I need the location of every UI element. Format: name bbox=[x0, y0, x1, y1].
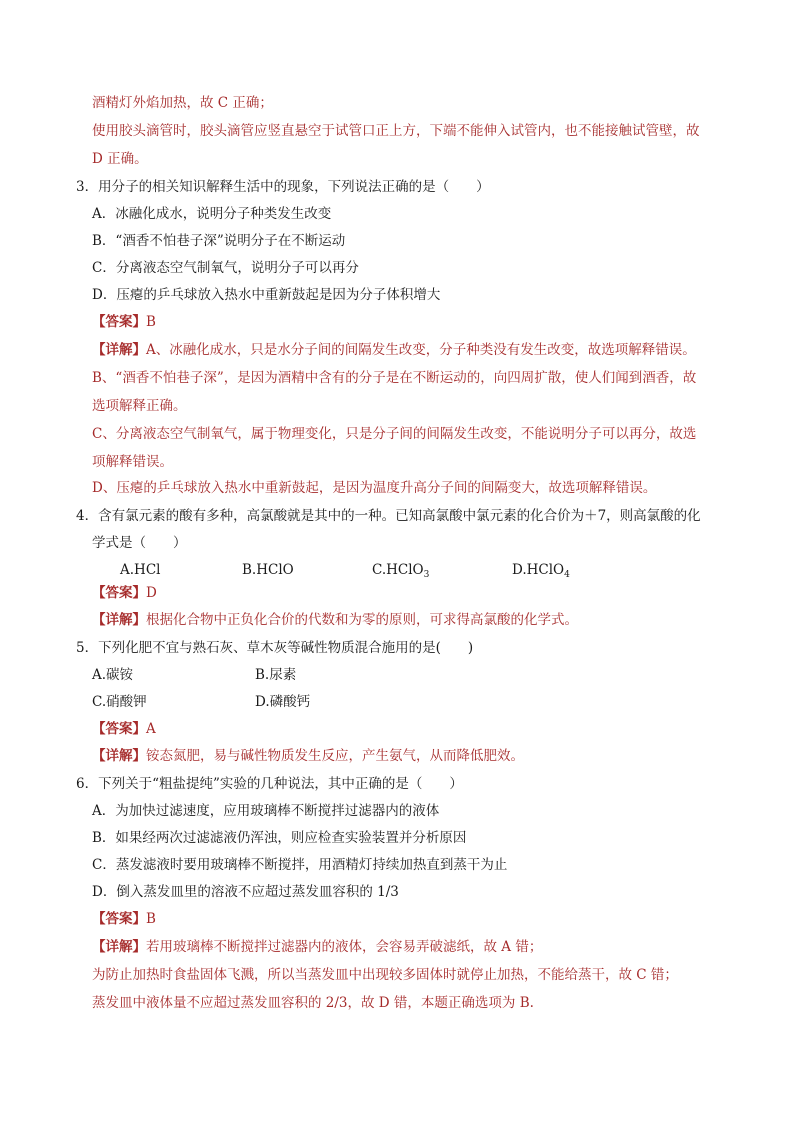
question-4-stem: 学式是（ ） bbox=[92, 535, 187, 551]
question-3-option-b: B．“酒香不怕巷子深”说明分子在不断运动 bbox=[92, 233, 346, 249]
question-3-option-d: D．压瘪的乒乓球放入热水中重新鼓起是因为分子体积增大 bbox=[92, 287, 441, 303]
question-5-stem: 5．下列化肥不宜与熟石灰、草木灰等碱性物质混合施用的是( ) bbox=[76, 640, 474, 656]
question-4-answer bbox=[92, 583, 157, 603]
question-6-answer bbox=[92, 909, 156, 929]
question-5-option-d: D.磷酸钙 bbox=[255, 694, 311, 710]
question-3-option-a: A．冰融化成水，说明分子种类发生改变 bbox=[92, 206, 332, 222]
question-6-explain-line: 为防止加热时食盐固体飞溅，所以当蒸发皿中出现较多固体时就停止加热，不能给蒸干，故 C 错； bbox=[92, 967, 678, 983]
question-6-stem: 6．下列关于“粗盐提纯”实验的几种说法，其中正确的是（ ） bbox=[76, 776, 463, 792]
question-5-option-b: B.尿素 bbox=[255, 667, 297, 683]
question-6-explain-line: 蒸发皿中液体量不应超过蒸发皿容积的 2/3，故 D 错，本题正确选项为 B. bbox=[92, 995, 534, 1011]
question-4-option-a: A.HCl bbox=[120, 562, 161, 578]
answer-label: 【答案】 bbox=[92, 314, 146, 330]
prev-explain-line: D 正确。 bbox=[92, 151, 148, 167]
question-6-option-d: D．倒入蒸发皿里的溶液不应超过蒸发皿容积的 1/3 bbox=[92, 884, 399, 900]
question-3-stem: 3．用分子的相关知识解释生活中的现象，下列说法正确的是（ ） bbox=[76, 179, 490, 195]
explain-label: 【详解】 bbox=[92, 612, 146, 628]
question-3-explain-line: 项解释错误。 bbox=[92, 454, 173, 470]
question-4-option-c: C.HClO$_3$ bbox=[372, 562, 430, 580]
answer-value: D bbox=[146, 585, 157, 601]
question-3-explain-line: 选项解释正确。 bbox=[92, 398, 187, 414]
prev-explain-line: 酒精灯外焰加热，故 C 正确； bbox=[92, 95, 273, 111]
question-6-option-b: B．如果经两次过滤滤液仍浑浊，则应检查实验装置并分析原因 bbox=[92, 830, 467, 846]
explain-label: 【详解】 bbox=[92, 342, 146, 358]
prev-explain-line: 使用胶头滴管时，胶头滴管应竖直悬空于试管口正上方，下端不能伸入试管内，也不能接触试管壁，故 bbox=[92, 123, 700, 139]
answer-label: 【答案】 bbox=[92, 721, 146, 737]
answer-label: 【答案】 bbox=[92, 911, 146, 927]
question-5-option-c: C.硝酸钾 bbox=[92, 694, 147, 710]
question-3-explain-line: B、“酒香不怕巷子深”，是因为酒精中含有的分子是在不断运动的，向四周扩散，使人们闻到酒香，故 bbox=[92, 370, 697, 386]
answer-value: B bbox=[146, 314, 156, 330]
question-4-explain-line: 【详解】根据化合物中正负化合价的代数和为零的原则，可求得高氯酸的化学式。 bbox=[92, 612, 578, 628]
question-3-explain-line: D、压瘪的乒乓球放入热水中重新鼓起，是因为温度升高分子间的间隔变大，故选项解释错误。 bbox=[92, 480, 657, 496]
question-5-option-a: A.碳铵 bbox=[92, 667, 134, 683]
question-3-option-c: C．分离液态空气制氧气，说明分子可以再分 bbox=[92, 260, 359, 276]
question-3-explain-line: C、分离液态空气制氧气，属于物理变化，只是分子间的间隔发生改变，不能说明分子可以再分，故选 bbox=[92, 426, 697, 442]
question-4-stem: 4．含有氯元素的酸有多种，高氯酸就是其中的一种。已知高氯酸中氯元素的化合价为＋7，则高氯酸的化 bbox=[76, 508, 701, 524]
question-5-explain-line: 【详解】铵态氮肥，易与碱性物质发生反应，产生氨气，从而降低肥效。 bbox=[92, 748, 524, 764]
question-4-option-b: B.HClO bbox=[242, 562, 294, 578]
question-6-option-c: C．蒸发滤液时要用玻璃棒不断搅拌，用酒精灯持续加热直到蒸干为止 bbox=[92, 857, 508, 873]
question-5-answer bbox=[92, 719, 156, 739]
explain-label: 【详解】 bbox=[92, 939, 146, 955]
question-6-option-a: A．为加快过滤速度，应用玻璃棒不断搅拌过滤器内的液体 bbox=[92, 803, 440, 819]
question-3-explain-line: 【详解】A、冰融化成水，只是水分子间的间隔发生改变，分子种类没有发生改变，故选项解释错误。 bbox=[92, 342, 696, 358]
question-6-explain-line: 【详解】若用玻璃棒不断搅拌过滤器内的液体，会容易弄破滤纸，故 A 错； bbox=[92, 939, 543, 955]
explain-label: 【详解】 bbox=[92, 748, 146, 764]
answer-value: A bbox=[146, 721, 156, 737]
question-3-answer bbox=[92, 312, 156, 332]
question-4-option-d: D.HClO$_4$ bbox=[512, 562, 570, 580]
answer-value: B bbox=[146, 911, 156, 927]
answer-label: 【答案】 bbox=[92, 585, 146, 601]
